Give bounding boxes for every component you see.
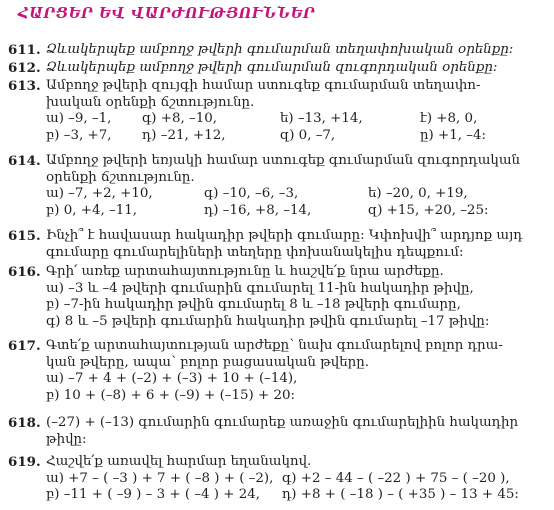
option: դ) –21, +12, [142, 127, 226, 143]
option: գ) +8, –10, [142, 111, 218, 127]
answer-row [46, 203, 548, 220]
option: բ) –7-ին հակադիր թվին գումարել 8 և –18 թվերի գումարը, [46, 297, 461, 313]
exercise-number: 612. [8, 60, 41, 76]
exercise-611 [8, 42, 548, 59]
exercise-615 [8, 228, 548, 261]
exercise-number: 613. [8, 78, 41, 94]
option: բ) 0, +4, –11, [46, 202, 138, 218]
exercise-text: Ձևակերպեք ամբողջ թվերի գումարման զուգորդական օրենքը: [46, 60, 498, 75]
exercise-text: Ամբողջ թվերի զույգի համար ստուգեք գումարման տեղափո- [46, 78, 481, 93]
exercise-617 [8, 338, 548, 404]
option: բ) –11 + ( –9 ) – 3 + ( –4 ) + 24, [46, 487, 261, 503]
option: գ) –10, –6, –3, [204, 186, 299, 202]
section-heading: ՀԱՐՑԵՐ ԵՎ ՎԱՐԺՈՒԹՅՈՒՆՆԵՐ [18, 5, 316, 22]
exercise-text: խական օրենքի ճշտությունը. [46, 94, 255, 110]
option: բ) –3, +7, [46, 127, 112, 143]
exercise-text: Գտե՛ք արտահայտության արժեքը՝ նախ գումարելով բոլոր դրա- [46, 338, 503, 353]
exercise-text: Ձևակերպեք ամբողջ թվերի գումարման տեղափոխական օրենքը: [46, 42, 514, 57]
option: բ) 10 + (–8) + 6 + (–9) + (–15) + 20: [46, 387, 296, 403]
answer-row [46, 186, 548, 203]
exercise-text: Ամբողջ թվերի եռյակի համար ստուգեք գումարման զուգորդական [46, 153, 521, 168]
option: գ) +2 – 44 – ( –22 ) + 75 – ( –20 ), [282, 470, 510, 486]
option: ա) –7, +2, +10, [46, 186, 153, 202]
exercise-text: թիվը: [46, 431, 87, 447]
option: ա) –9, –1, [46, 111, 112, 127]
exercise-616 [8, 264, 548, 330]
exercise-text: Ինչի՞ է հավասար հակադիր թվերի գումարը: Կփոխվի՞ արդյոք այդ [46, 228, 523, 243]
option: ա) +7 – ( –3 ) + 7 + ( –8 ) + ( –2), [46, 470, 274, 486]
option: է) +8, 0, [420, 111, 478, 127]
exercise-text: օրենքի ճշտությունը. [46, 169, 195, 185]
exercise-number: 617. [8, 338, 41, 354]
option: ը) +1, –4: [420, 127, 486, 143]
option: դ) –16, +8, –14, [204, 202, 312, 218]
answer-row [46, 111, 548, 128]
answer-row [46, 128, 548, 145]
exercise-619 [8, 454, 548, 504]
option: ա) –7 + 4 + (–2) + (–3) + 10 + (–14), [46, 371, 298, 387]
option: ե) –13, +14, [280, 111, 363, 127]
option: ե) –20, 0, +19, [368, 186, 468, 202]
exercise-number: 618. [8, 415, 41, 431]
exercise-number: 615. [8, 228, 41, 244]
option: դ) +8 + ( –18 ) – ( +35 ) – 13 + 45: [282, 487, 519, 503]
exercise-number: 614. [8, 153, 41, 169]
option: զ) +15, +20, –25: [368, 202, 489, 218]
exercise-text: կան թվերը, ապա՝ բոլոր բացասական թվերը. [46, 354, 370, 370]
exercise-text: (–27) + (–13) գումարին գումարեք առաջին գումարելիին հակադիր [46, 415, 519, 430]
exercise-text: Գրի՛ առեք արտահայտությունը և հաշվե՛ք նրա արժեքը. [46, 264, 444, 279]
option: ա) –3 և –4 թվերի գումարին գումարել 11-ին հակադիր թիվը, [46, 280, 474, 296]
answer-row [46, 487, 548, 504]
exercise-612 [8, 60, 548, 77]
exercise-number: 619. [8, 454, 41, 470]
exercise-text: Հաշվե՛ք առավել հարմար եղանակով. [46, 454, 312, 469]
option: գ) 8 և –5 թվերի գումարին հակադիր թվին գումարել –17 թիվը: [46, 313, 490, 329]
exercise-number: 616. [8, 264, 41, 280]
exercise-text: գումարը գումարելիների տեղերը փոխանակելիս դեպքում: [46, 244, 464, 260]
option: զ) 0, –7, [280, 127, 336, 143]
exercise-number: 611. [8, 42, 41, 58]
answer-row [46, 471, 548, 488]
exercise-618 [8, 415, 548, 448]
exercise-613 [8, 78, 548, 144]
exercise-614 [8, 153, 548, 219]
